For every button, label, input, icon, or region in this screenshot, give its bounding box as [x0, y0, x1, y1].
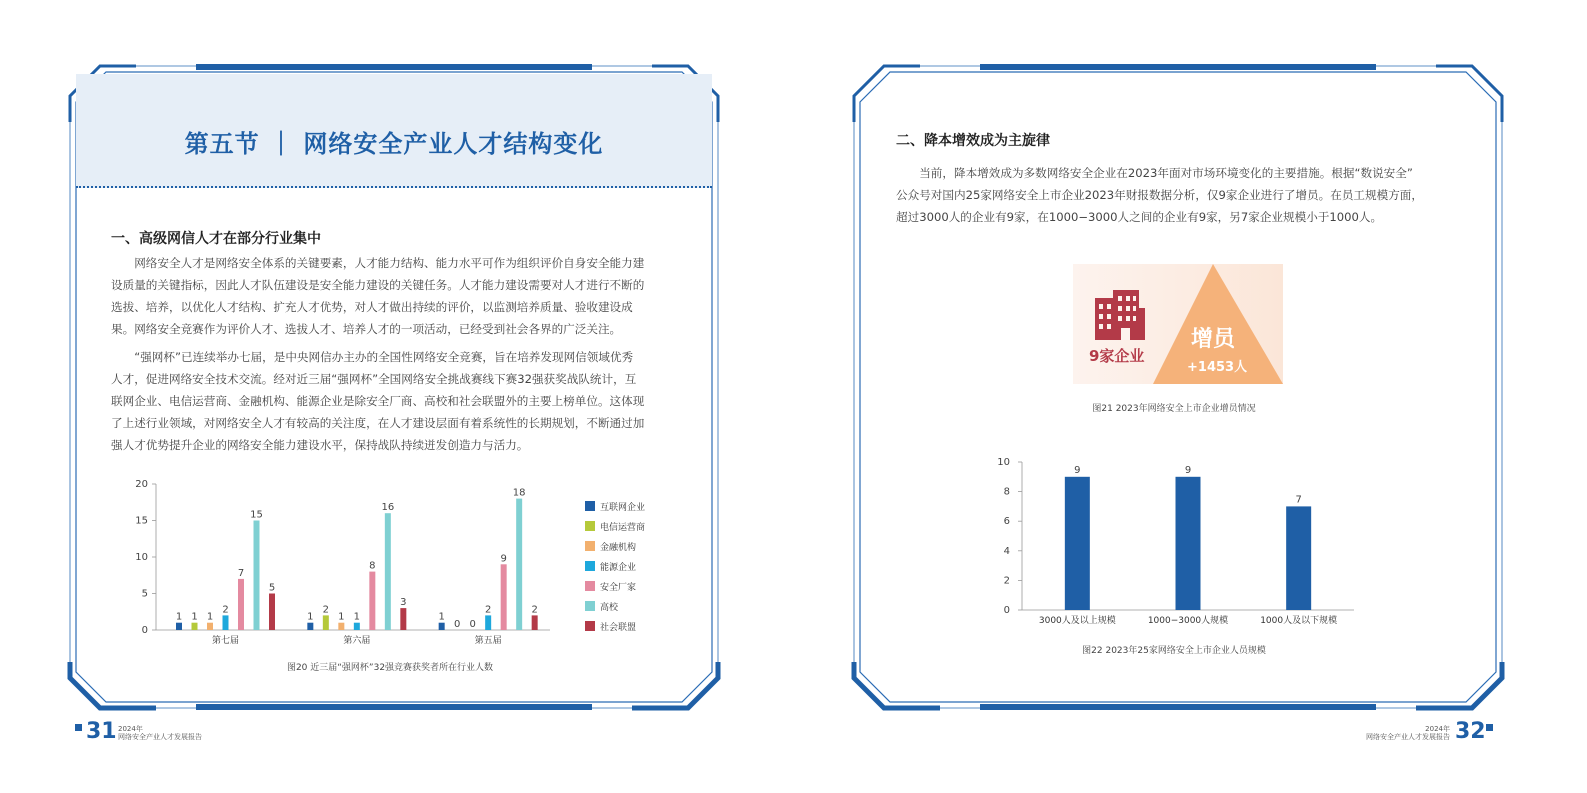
legend-item: [585, 496, 645, 516]
increase-label: 增员: [1191, 327, 1236, 352]
bar: [501, 564, 507, 630]
legend-item: [585, 556, 645, 576]
y-tick-label: 6: [1003, 516, 1010, 528]
title-divider: [76, 186, 712, 188]
data-label: 1: [353, 611, 361, 623]
category-label: 3000人及以上规模: [1038, 616, 1116, 626]
data-label: 1: [307, 611, 314, 623]
footer-square-right: [1486, 724, 1493, 731]
data-label: 2: [484, 604, 492, 616]
data-label: 5: [268, 582, 276, 594]
bar: [354, 623, 360, 630]
legend-item: [585, 596, 645, 616]
building-icon: [1095, 290, 1145, 340]
data-label: 2: [222, 604, 229, 616]
data-label: 1: [175, 611, 183, 623]
industry-bar-chart: [120, 474, 560, 654]
legend-label: 互联网企业: [600, 502, 646, 513]
category-label: 第六届: [343, 636, 371, 646]
y-tick-label: 2: [1003, 575, 1010, 587]
right-para-line-1: 当前，降本增效成为多数网络安全企业在2023年面对市场环境变化的主要措施。根据“数说安全”: [919, 166, 1413, 180]
y-tick-label: 0: [1003, 605, 1010, 616]
figure-22-caption: 图22 2023年25家网络安全上市企业人员规模: [1082, 646, 1266, 656]
footer-report-title: [118, 725, 202, 741]
bar: [1286, 506, 1311, 610]
footer-title: 网络安全产业人才发展报告: [1366, 733, 1450, 741]
legend-label: 社会联盟: [600, 622, 637, 633]
right-paragraph: [896, 162, 1452, 228]
legend-swatch: [585, 561, 595, 571]
legend-item: [585, 576, 645, 596]
data-label: 9: [1074, 464, 1081, 476]
para1-line-1: 网络安全人才是网络安全体系的关键要素，人才能力结构、能力水平可作为组织评价自身安全能力建: [134, 256, 645, 270]
footer-year: 2024年: [118, 725, 143, 733]
page-number: 31: [86, 719, 117, 744]
figure-21-caption: 图21 2023年网络安全上市企业增员情况: [1092, 404, 1256, 414]
legend-item: [585, 536, 645, 556]
left-paragraph-1: [111, 252, 677, 340]
data-label: 1: [438, 611, 445, 623]
bar: [307, 623, 313, 630]
staff-scale-bar-chart: [980, 452, 1380, 632]
footer-square: [75, 724, 82, 731]
para2-line-1: “强网杯”已连续举办七届，是中央网信办主办的全国性网络安全竞赛，旨在培养发现网信领域优秀: [134, 350, 634, 364]
data-label: 8: [369, 560, 376, 572]
bar: [238, 579, 244, 630]
increase-amount-label: +1453人: [1187, 360, 1248, 375]
bar: [338, 623, 344, 630]
data-label: 0: [469, 619, 476, 630]
left-paragraph-2: [111, 346, 677, 456]
data-label: 2: [322, 604, 330, 616]
category-label: 1000−3000人规模: [1147, 616, 1229, 626]
y-tick-label: 5: [141, 588, 148, 600]
legend-label: 高校: [600, 602, 619, 613]
data-label: 3: [400, 597, 407, 609]
para2-line-3: 联网企业、电信运营商、金融机构、能源企业是除安全厂商、高校和社会联盟外的主要上榜单位。这体现: [111, 394, 645, 408]
data-label: 1: [338, 611, 345, 623]
staff-increase-infographic: [1073, 264, 1283, 384]
right-para-line-3: 超过3000人的企业有9家，在1000−3000人之间的企业有9家，另7家企业规模小于1000人。: [896, 210, 1383, 224]
bar: [1065, 477, 1090, 610]
para1-line-2: 设质量的关键指标，因此人才队伍建设是安全能力建设的关键任务。人才能力建设需要对人才进行不断的: [111, 278, 645, 292]
para2-line-4: 了上述行业领域，对网络安全人才有较高的关注度，在人才建设层面有着系统性的长期规划，不断通过加: [111, 416, 645, 430]
legend-label: 安全厂家: [600, 582, 637, 593]
para2-line-5: 强人才优势提升企业的网络安全能力建设水平，保持战队持续迸发创造力与活力。: [111, 438, 529, 452]
data-label: 15: [250, 509, 263, 521]
y-tick-label: 10: [997, 457, 1010, 468]
footer-year: 2024年: [1425, 725, 1450, 733]
bar: [207, 623, 213, 630]
bar: [192, 623, 198, 630]
bar: [176, 623, 182, 630]
bar: [385, 513, 391, 630]
data-label: 18: [512, 487, 526, 499]
bar: [400, 608, 406, 630]
category-label: 第五届: [474, 636, 502, 646]
left-section-heading: 一、高级网信人才在部分行业集中: [111, 231, 321, 247]
data-label: 16: [381, 502, 395, 514]
data-label: 9: [1184, 464, 1192, 476]
right-section-heading: 二、降本增效成为主旋律: [896, 133, 1050, 149]
para1-line-3: 选拔、培养，以优化人才结构、扩充人才优势，对人才做出持续的评价，以监测培养质量、验收建设成: [111, 300, 633, 314]
bar: [269, 594, 275, 631]
page-number-right: 32: [1455, 719, 1486, 744]
bar: [485, 615, 491, 630]
data-label: 1: [191, 611, 198, 623]
y-tick-label: 0: [141, 625, 148, 636]
data-label: 9: [500, 553, 507, 565]
legend-label: 金融机构: [600, 542, 637, 553]
legend-item: [585, 516, 645, 536]
bar: [323, 615, 329, 630]
y-tick-label: 8: [1003, 486, 1010, 498]
legend-swatch: [585, 521, 595, 531]
category-label: 第七届: [211, 636, 240, 646]
category-label: 1000人及以下规模: [1260, 616, 1338, 626]
bar: [1176, 477, 1201, 610]
bar: [223, 615, 229, 630]
footer-title: 网络安全产业人才发展报告: [118, 733, 202, 741]
bar: [254, 521, 260, 631]
data-label: 7: [237, 567, 245, 579]
legend-swatch: [585, 501, 595, 511]
data-label: 1: [206, 611, 214, 623]
bar: [369, 572, 375, 630]
bar: [532, 615, 538, 630]
data-label: 0: [453, 619, 461, 630]
figure-20-caption: 图20 近三届“强网杯”32强竞赛获奖者所在行业人数: [286, 663, 494, 673]
right-para-line-2: 公众号对国内25家网络安全上市企业2023年财报数据分析，仅9家企业进行了增员。在员工规模方面，: [896, 188, 1423, 202]
data-label: 7: [1295, 494, 1302, 506]
chart-legend: [585, 496, 645, 636]
bar: [516, 499, 522, 630]
legend-label: 电信运营商: [600, 522, 646, 533]
bar: [439, 623, 445, 630]
legend-swatch: [585, 581, 595, 591]
y-tick-label: 15: [135, 515, 148, 527]
page-title: 第五节 ｜ 网络安全产业人才结构变化: [184, 130, 604, 158]
enterprise-count-label: 9家企业: [1089, 347, 1145, 365]
legend-item: [585, 616, 645, 636]
para1-line-4: 果。网络安全竞赛作为评价人才、选拔人才、培养人才的一项活动，已经受到社会各界的广泛关注。: [111, 322, 622, 336]
y-tick-label: 10: [135, 552, 148, 563]
legend-label: 能源企业: [600, 562, 637, 573]
y-tick-label: 20: [135, 479, 148, 490]
data-label: 2: [531, 604, 538, 616]
para2-line-2: 人才，促进网络安全技术交流。经对近三届“强网杯”全国网络安全挑战赛线下赛32强获奖战队统计，互: [111, 372, 637, 386]
legend-swatch: [585, 541, 595, 551]
infographic-art: [1073, 264, 1283, 384]
y-tick-label: 4: [1003, 545, 1010, 557]
footer-report-title-right: [1354, 725, 1450, 741]
legend-swatch: [585, 621, 595, 631]
legend-swatch: [585, 601, 595, 611]
